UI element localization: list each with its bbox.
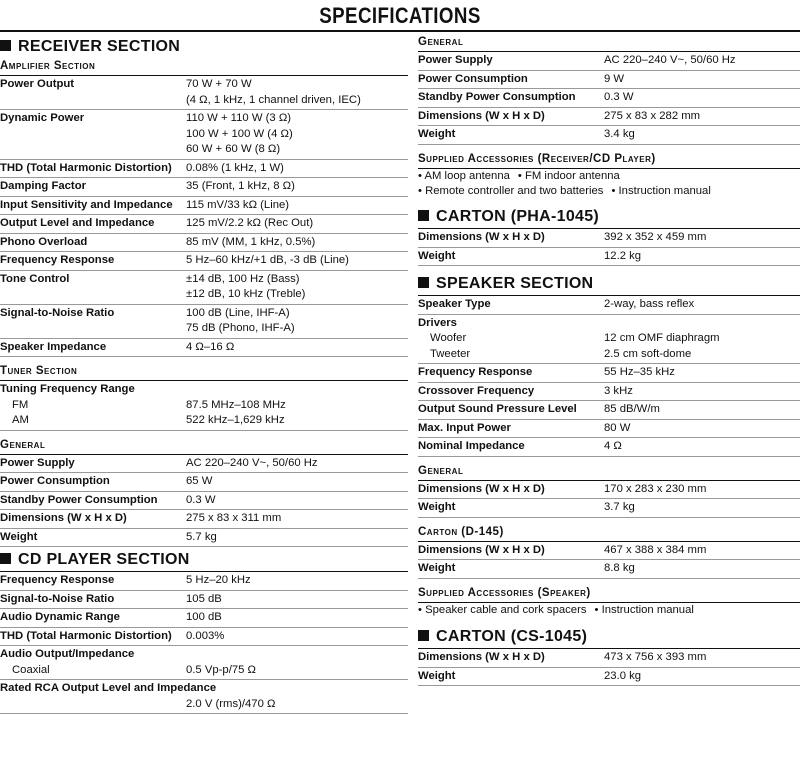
spec-value-line: 80 W	[604, 421, 631, 434]
spec-label: Weight	[418, 128, 456, 140]
spec-value-line: 0.3 W	[186, 493, 216, 506]
spec-label: Drivers	[418, 316, 457, 329]
spec-row	[418, 71, 800, 90]
spec-label: Weight	[0, 530, 38, 543]
spec-value	[604, 669, 641, 685]
spec-label: Standby Power Consumption	[0, 493, 158, 506]
spec-row	[418, 542, 800, 561]
spec-row	[0, 271, 408, 305]
spec-row	[0, 609, 408, 628]
spec-row	[0, 473, 408, 492]
square-bullet-icon	[418, 210, 429, 221]
spec-label: Signal-to-Noise Ratio	[0, 306, 115, 319]
spec-value	[604, 543, 706, 559]
spec-value-line: 100 dB (Line, IHF-A)	[186, 306, 290, 319]
spec-row	[0, 591, 408, 610]
spec-value-line: 23.0 kg	[604, 669, 642, 682]
right-column	[418, 34, 800, 686]
spec-label: Frequency Response	[0, 254, 115, 266]
sub-value: 0.5 Vp-p/75 Ω	[186, 663, 256, 676]
speaker-general-heading: General	[418, 464, 464, 477]
spec-value	[604, 561, 635, 577]
spec-label: Dynamic Power	[0, 112, 85, 124]
spec-value	[186, 340, 234, 356]
spec-value: 2-way, bass reflex	[604, 298, 695, 311]
spec-row	[418, 438, 800, 457]
accessory-line	[418, 169, 800, 185]
spec-value	[186, 592, 222, 608]
spec-value-line: 4 Ω–16 Ω	[186, 340, 235, 353]
spec-row	[0, 76, 408, 110]
spec-value	[186, 306, 295, 337]
cd-player-table	[0, 572, 408, 646]
spec-label: Power Output	[0, 78, 75, 90]
square-bullet-icon	[0, 40, 11, 51]
spec-label: Power Consumption	[0, 475, 110, 487]
spec-value-line: 60 W + 60 W (8 Ω)	[186, 143, 281, 155]
speaker-section-heading	[418, 273, 800, 295]
rated-rca-row	[0, 680, 408, 714]
spec-value	[604, 53, 736, 69]
spec-row	[0, 234, 408, 253]
spec-row	[418, 481, 800, 500]
spec-value	[604, 127, 635, 143]
sub-value: 522 kHz–1,629 kHz	[186, 414, 285, 426]
amplifier-table	[0, 76, 408, 357]
spec-value	[186, 511, 281, 527]
spec-label: THD (Total Harmonic Distortion)	[0, 161, 172, 174]
spec-row	[418, 401, 800, 420]
spec-value-line: 467 x 388 x 384 mm	[604, 543, 707, 556]
spec-value-line: 275 x 83 x 282 mm	[604, 109, 701, 122]
amplifier-section-heading: Amplifier Section	[0, 60, 96, 72]
spec-row	[418, 52, 800, 71]
sub-value: 2.5 cm soft-dome	[604, 347, 692, 360]
spec-label: Dimensions (W x H x D)	[418, 109, 545, 122]
heading-text: CARTON (PHA-1045)	[436, 208, 600, 226]
spec-value-line: 0.003%	[186, 629, 225, 642]
spec-value-line: 3 kHz	[604, 384, 633, 397]
spec-label: Nominal Impedance	[418, 440, 525, 453]
spec-value	[604, 72, 624, 88]
tuner-section-heading: Tuner Section	[0, 365, 78, 377]
spec-value	[604, 230, 706, 246]
square-bullet-icon	[418, 630, 429, 641]
spec-row	[0, 178, 408, 197]
spec-row	[0, 628, 408, 647]
sub-label: Coaxial	[12, 663, 50, 676]
carton-cs-table	[418, 649, 800, 686]
spec-value	[186, 111, 293, 158]
spec-row	[0, 110, 408, 160]
spec-label: Damping Factor	[0, 180, 86, 192]
spec-value	[604, 384, 633, 400]
spec-label: Tone Control	[0, 272, 70, 285]
cd-general-table	[418, 52, 800, 145]
spec-value-line: 8.8 kg	[604, 562, 635, 575]
spec-value-line: ±12 dB, 10 kHz (Treble)	[186, 288, 306, 300]
spec-value-line: ±14 dB, 100 Hz (Bass)	[186, 272, 300, 285]
spec-value	[604, 500, 635, 516]
spec-value-line: 75 dB (Phono, IHF-A)	[186, 322, 295, 334]
spec-row	[0, 252, 408, 271]
accessory-item: • Speaker cable and cork spacers	[418, 603, 587, 616]
receiver-general-heading: General	[0, 438, 46, 451]
spec-row	[418, 560, 800, 579]
spec-value	[604, 90, 634, 106]
spec-value-line: (4 Ω, 1 kHz, 1 channel driven, IEC)	[186, 93, 361, 106]
spec-label: Power Supply	[0, 456, 75, 469]
sub-label: Tweeter	[430, 347, 471, 360]
spec-value	[186, 493, 216, 509]
sub-row-fm	[0, 398, 408, 414]
spec-label: Tuning Frequency Range	[0, 383, 135, 395]
spec-label: Frequency Response	[0, 574, 115, 586]
spec-row	[418, 229, 800, 248]
square-bullet-icon	[418, 277, 429, 288]
speaker-table	[418, 364, 800, 457]
spec-value-line: 85 dB/W/m	[604, 403, 660, 416]
spec-value	[604, 482, 706, 498]
spec-row	[0, 160, 408, 179]
square-bullet-icon	[0, 553, 11, 564]
heading-text: RECEIVER SECTION	[18, 38, 181, 55]
accessory-item: • AM loop antenna	[418, 169, 510, 182]
spec-value-line: 35 (Front, 1 kHz, 8 Ω)	[186, 180, 295, 192]
spec-value	[186, 161, 284, 177]
spec-label: Phono Overload	[0, 235, 88, 248]
spec-row	[0, 510, 408, 529]
spec-value-line: 392 x 352 x 459 mm	[604, 231, 707, 244]
speaker-general-table	[418, 481, 800, 518]
spec-value-line: 55 Hz–35 kHz	[604, 366, 675, 379]
carton-cs-heading	[418, 626, 800, 648]
accessories-speaker-heading: Supplied Accessories (Speaker)	[418, 586, 591, 599]
carton-pha-table	[418, 229, 800, 266]
accessory-item: • Remote controller and two batteries	[418, 185, 604, 198]
spec-value-line: 70 W + 70 W	[186, 78, 252, 90]
spec-value-line: 5 Hz–20 kHz	[186, 574, 251, 586]
cd-player-section-heading	[0, 549, 408, 571]
spec-label: Output Sound Pressure Level	[418, 403, 577, 416]
spec-row	[0, 455, 408, 474]
accessory-item: • Instruction manual	[611, 185, 711, 198]
accessory-line	[418, 603, 800, 619]
spec-label: Dimensions (W x H x D)	[418, 543, 545, 556]
spec-value	[604, 421, 630, 437]
speaker-type-row	[418, 296, 800, 315]
spec-value-line: 0.3 W	[604, 91, 634, 103]
spec-value	[186, 474, 212, 490]
spec-label: Weight	[418, 562, 456, 575]
spec-label: Signal-to-Noise Ratio	[0, 592, 115, 605]
spec-row	[0, 492, 408, 511]
spec-value-line: 110 W + 110 W (3 Ω)	[186, 112, 292, 124]
spec-value	[604, 402, 660, 418]
sub-label: Woofer	[430, 332, 467, 345]
spec-value	[186, 272, 305, 303]
spec-value-line: AC 220–240 V~, 50/60 Hz	[186, 456, 318, 469]
audio-output-row	[0, 646, 408, 680]
carton-pha-heading	[418, 206, 800, 228]
spec-row	[0, 197, 408, 216]
spec-value-line: AC 220–240 V~, 50/60 Hz	[604, 54, 736, 66]
title-divider	[0, 30, 800, 32]
spec-label: THD (Total Harmonic Distortion)	[0, 629, 172, 642]
spec-label: Rated RCA Output Level and Impedance	[0, 682, 217, 694]
spec-label: Output Level and Impedance	[0, 217, 155, 229]
spec-value	[186, 216, 313, 232]
spec-value	[186, 77, 361, 108]
spec-row	[418, 248, 800, 267]
spec-label: Audio Dynamic Range	[0, 611, 120, 623]
cd-general-heading: General	[418, 36, 464, 48]
spec-row	[0, 572, 408, 591]
spec-label: Standby Power Consumption	[418, 91, 576, 103]
spec-row	[418, 89, 800, 108]
spec-value-line: 4 Ω	[604, 440, 622, 453]
spec-value	[604, 249, 641, 265]
spec-row	[418, 108, 800, 127]
spec-row	[418, 420, 800, 439]
spec-value	[604, 439, 622, 455]
spec-label: Weight	[418, 501, 456, 514]
sub-row-tweeter	[418, 347, 800, 363]
drivers-row	[418, 315, 800, 365]
spec-label: Dimensions (W x H x D)	[418, 482, 545, 495]
spec-label: Audio Output/Impedance	[0, 648, 135, 660]
spec-value-line: 473 x 756 x 393 mm	[604, 651, 707, 664]
spec-label: Dimensions (W x H x D)	[418, 651, 545, 664]
heading-text: SPEAKER SECTION	[436, 275, 594, 293]
spec-row	[0, 529, 408, 548]
spec-label: Speaker Type	[418, 298, 491, 311]
spec-value-line: 85 mV (MM, 1 kHz, 0.5%)	[186, 235, 316, 248]
spec-value-line: 100 dB	[186, 611, 222, 623]
spec-value	[186, 629, 224, 645]
spec-value-line: 100 W + 100 W (4 Ω)	[186, 127, 293, 140]
carton-d145-table	[418, 542, 800, 579]
spec-value-line: 3.4 kg	[604, 128, 635, 140]
spec-value	[604, 650, 706, 666]
spec-value	[186, 198, 289, 214]
spec-row	[418, 499, 800, 518]
spec-label: Speaker Impedance	[0, 340, 107, 353]
spec-value	[186, 253, 349, 269]
spec-label: Frequency Response	[418, 366, 533, 379]
sub-row-am	[0, 413, 408, 429]
sub-label: FM	[12, 398, 29, 411]
sub-row-rca	[0, 697, 408, 713]
spec-value-line: 115 mV/33 kΩ (Line)	[186, 198, 290, 211]
spec-value-line: 125 mV/2.2 kΩ (Rec Out)	[186, 217, 314, 229]
spec-row	[418, 364, 800, 383]
spec-label: Weight	[418, 249, 456, 262]
spec-label: Input Sensitivity and Impedance	[0, 198, 173, 211]
spec-value-line: 105 dB	[186, 592, 222, 605]
spec-value	[186, 456, 318, 472]
heading-text: CD PLAYER SECTION	[18, 551, 190, 568]
sub-label: AM	[12, 414, 29, 426]
spec-label: Dimensions (W x H x D)	[0, 512, 127, 524]
spec-value-line: 12.2 kg	[604, 249, 642, 262]
carton-d145-heading: Carton (D-145)	[418, 525, 504, 538]
accessory-item: • FM indoor antenna	[517, 169, 620, 182]
spec-value	[604, 365, 675, 381]
spec-value	[186, 235, 315, 251]
spec-value-line: 9 W	[604, 72, 625, 85]
page-title: SPECIFICATIONS	[319, 3, 481, 28]
spec-value-line: 170 x 283 x 230 mm	[604, 482, 707, 495]
receiver-section-heading	[0, 36, 408, 58]
accessory-line	[418, 184, 800, 200]
spec-value	[186, 610, 222, 626]
spec-row	[418, 668, 800, 687]
spec-value	[186, 179, 295, 195]
sub-value: 2.0 V (rms)/470 Ω	[186, 697, 276, 710]
spec-value-line: 275 x 83 x 311 mm	[186, 512, 282, 524]
spec-label: Weight	[418, 669, 456, 682]
spec-value-line: 3.7 kg	[604, 501, 635, 514]
spec-row	[418, 126, 800, 145]
spec-label: Max. Input Power	[418, 421, 511, 434]
spec-value-line: 0.08% (1 kHz, 1 W)	[186, 161, 284, 174]
spec-row	[0, 305, 408, 339]
accessories-receiver-heading: Supplied Accessories (Receiver/CD Player)	[418, 152, 656, 165]
spec-value-line: 65 W	[186, 475, 213, 487]
spec-label: Power Supply	[418, 54, 493, 66]
spec-value	[604, 109, 700, 125]
spec-value	[186, 530, 217, 546]
spec-row	[0, 339, 408, 358]
tuning-frequency-range-row	[0, 381, 408, 431]
accessory-item: • Instruction manual	[594, 603, 694, 616]
sub-row-woofer	[418, 331, 800, 347]
spec-label: Power Consumption	[418, 72, 528, 85]
sub-row-coaxial	[0, 663, 408, 679]
spec-label: Dimensions (W x H x D)	[418, 231, 545, 244]
heading-text: CARTON (CS-1045)	[436, 628, 588, 646]
receiver-general-table	[0, 455, 408, 548]
sub-value: 87.5 MHz–108 MHz	[186, 398, 286, 411]
spec-value-line: 5.7 kg	[186, 530, 217, 543]
spec-row	[418, 383, 800, 402]
left-column	[0, 34, 408, 714]
spec-value-line: 5 Hz–60 kHz/+1 dB, -3 dB (Line)	[186, 254, 349, 266]
spec-label: Crossover Frequency	[418, 384, 535, 397]
spec-row	[418, 649, 800, 668]
spec-value	[186, 573, 251, 589]
spec-row	[0, 215, 408, 234]
sub-value: 12 cm OMF diaphragm	[604, 332, 720, 345]
